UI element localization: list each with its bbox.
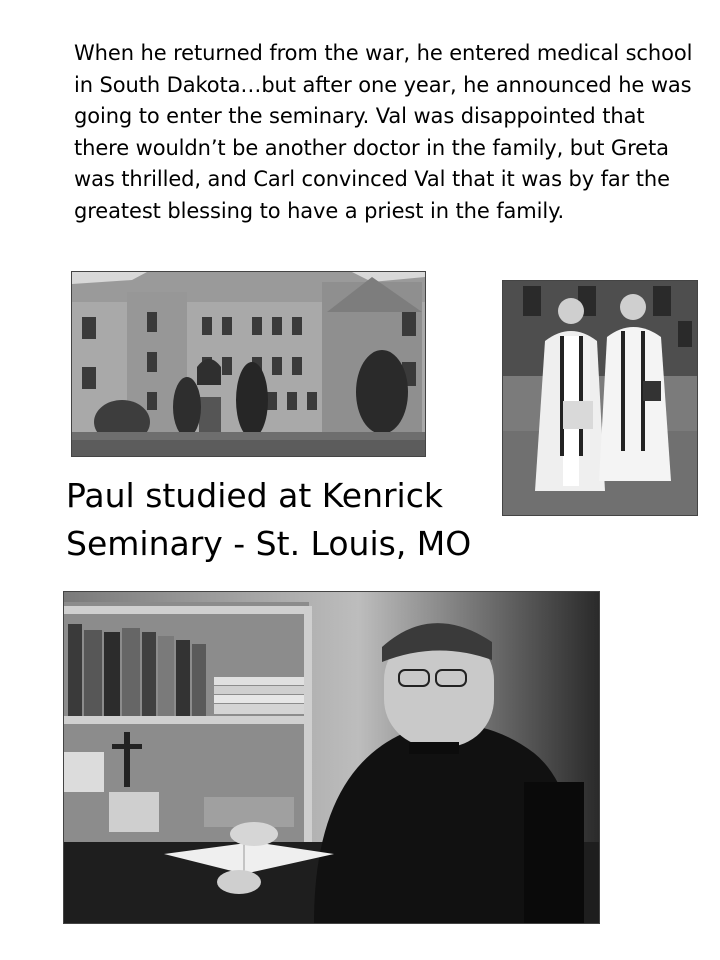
portrait-at-desk-photo: [63, 591, 600, 924]
photo-caption: [66, 472, 506, 568]
priests-illustration: [503, 281, 697, 515]
intro-paragraph: When he returned from the war, he entered medical school in South Dakota…but after one year, he announced he was going to enter the seminary. Val was disappointed that there wouldn’t be another doctor in the family, but Greta was thrilled, and Carl convinced Val that it was by far the greatest blessing to have a priest in the family.: [74, 41, 693, 223]
caption-line-1: Paul studied at Kenrick: [66, 476, 443, 515]
caption-line-2: Seminary - St. Louis, MO: [66, 524, 472, 563]
portrait-illustration: [64, 592, 599, 923]
seminary-building-illustration: [72, 272, 425, 456]
seminary-building-photo: [71, 271, 426, 457]
priests-in-vestments-photo: [502, 280, 698, 516]
